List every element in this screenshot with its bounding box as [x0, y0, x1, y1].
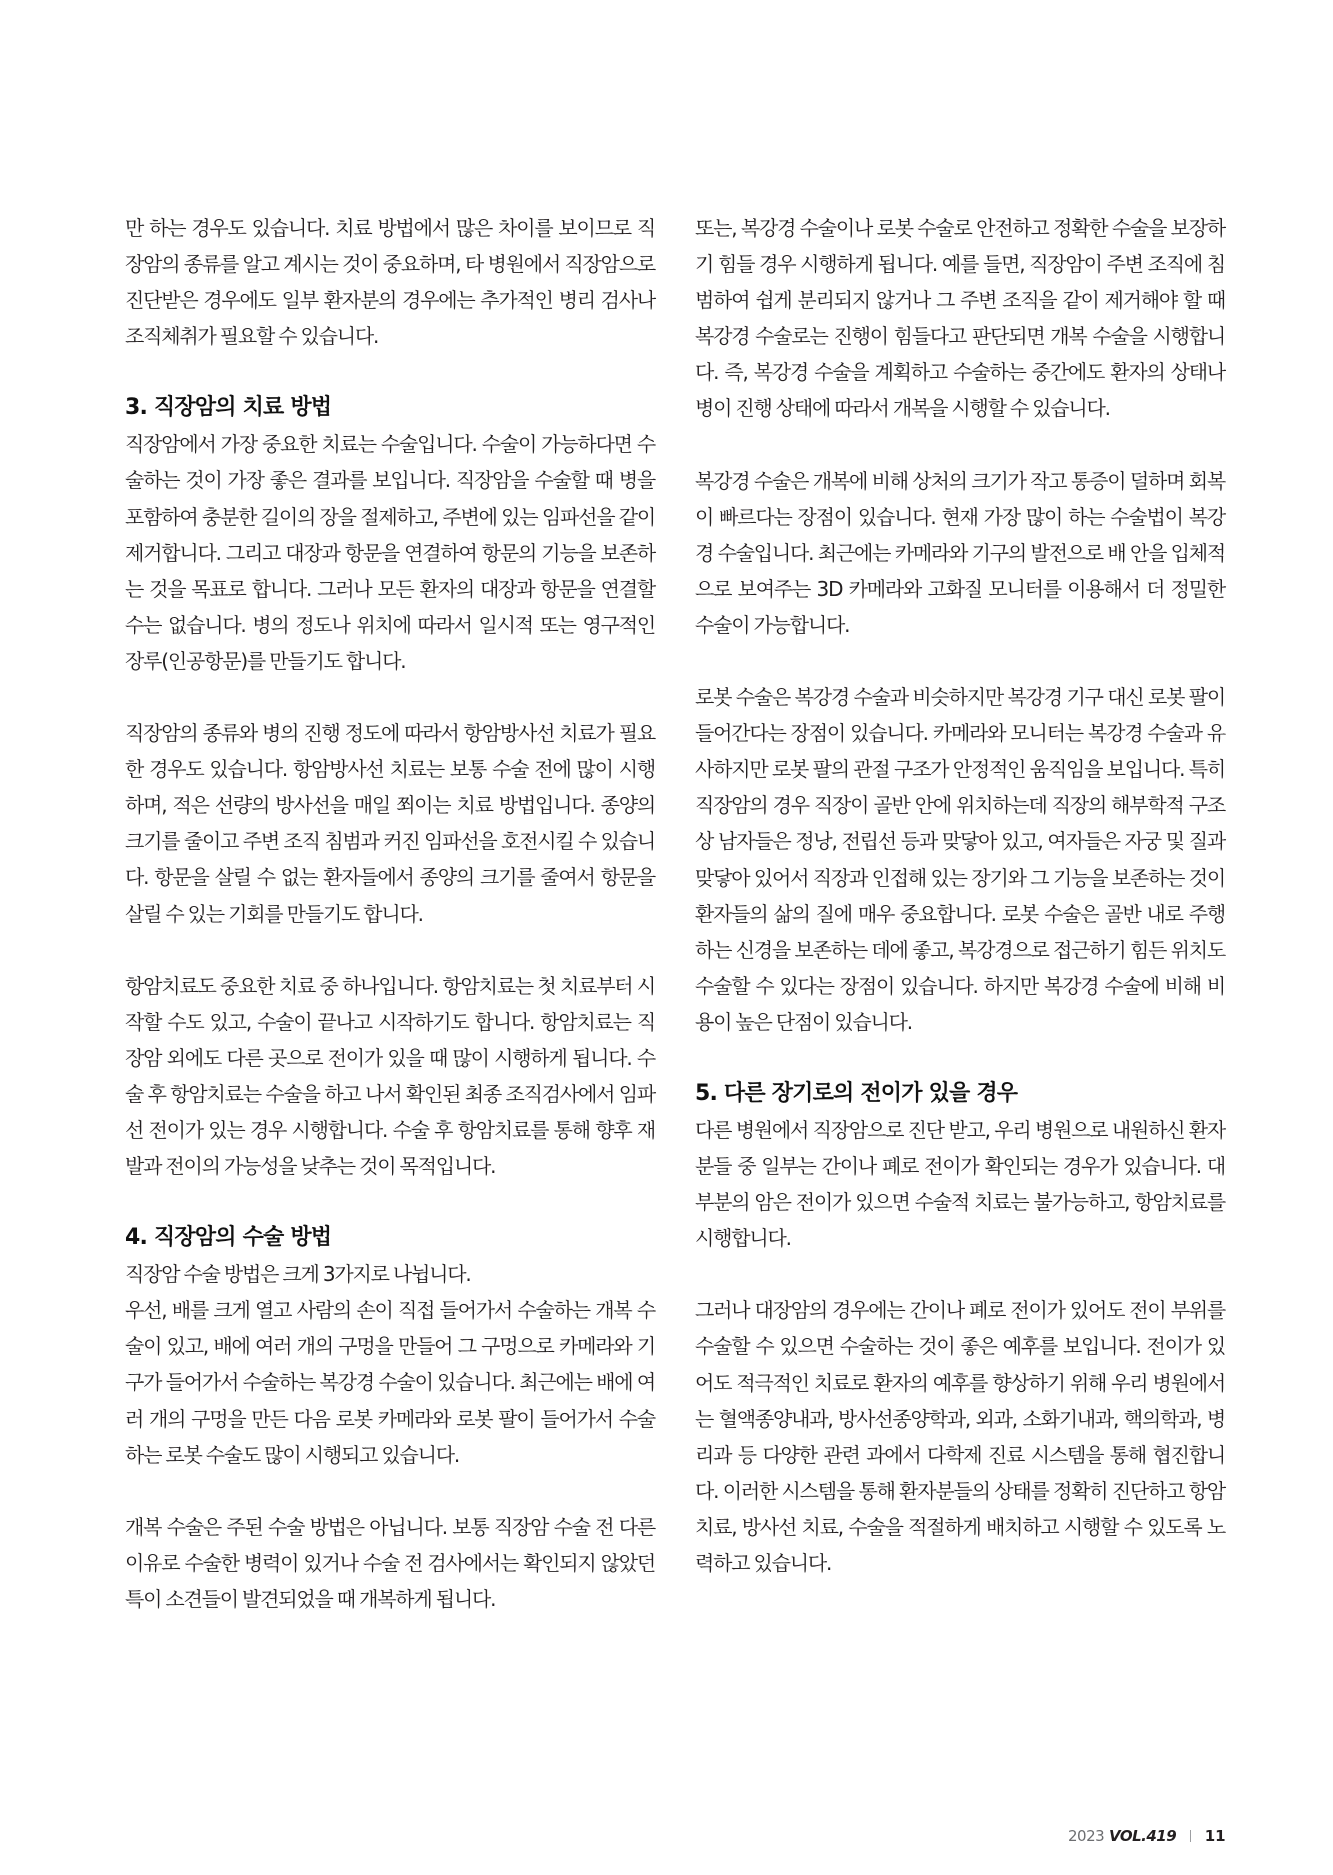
spacer — [695, 1256, 1225, 1292]
spacer — [695, 427, 1225, 463]
paragraph: 개복 수술은 주된 수술 방법은 아닙니다. 보통 직장암 수술 전 다른 이유로 수술한 병력이 있거나 수술 전 검사에서는 확인되지 않았던 특이 소견들이 발견되었을 때 개복하게 됩니다. — [125, 1514, 655, 1611]
spacer — [125, 1184, 655, 1220]
paragraph: 만 하는 경우도 있습니다. 치료 방법에서 많은 차이를 보이므로 직장암의 종류를 알고 계시는 것이 중요하며, 타 병원에서 직장암으로 진단받은 경우에도 일부 환자분의 경우에는 추가적인 병리 검사나 조직체취가 필요할 수 있습니다. — [125, 216, 655, 349]
footer-year: 2023 — [1068, 1827, 1105, 1845]
spacer — [695, 643, 1225, 679]
spacer — [125, 354, 655, 390]
page-number: 11 — [1204, 1827, 1226, 1845]
paragraph: 직장암의 종류와 병의 진행 정도에 따라서 항암방사선 치료가 필요한 경우도 있습니다. 항암방사선 치료는 보통 수술 전에 많이 시행하며, 적은 선량의 방사선을 매일 쬐이는 치료 방법입니다. 종양의 크기를 줄이고 주변 조직 침범과 커진 임파선을 호전시킬 수 있습니다. 항문을 살릴 수 없는 환자들에서 종양의 크기를 줄여서 항문을 살릴 수 있는 기회를 만들기도 합니다. — [125, 721, 655, 926]
section-heading-4: 4. 직장암의 수술 방법 — [125, 1225, 332, 1251]
page-footer — [1068, 1827, 1288, 1855]
paragraph: 우선, 배를 크게 열고 사람의 손이 직접 들어가서 수술하는 개복 수술이 있고, 배에 여러 개의 구멍을 만들어 그 구멍으로 카메라와 기구가 들어가서 수술하는 복강경 수술이 있습니다. 최근에는 배에 여러 개의 구멍을 만든 다음 로봇 카메라와 로봇 팔이 들어가서 수술하는 로봇 수술도 많이 시행되고 있습니다. — [125, 1298, 655, 1467]
spacer — [125, 932, 655, 968]
paragraph: 그러나 대장암의 경우에는 간이나 폐로 전이가 있어도 전이 부위를 수술할 수 있으면 수술하는 것이 좋은 예후를 보입니다. 전이가 있어도 적극적인 치료로 환자의 예후를 향상하기 위해 우리 병원에서는 혈액종양내과, 방사선종양학과, 외과, 소화기내과, 핵의학과, 병리과 등 다양한 관련 과에서 다학제 진료 시스템을 통해 협진합니다. 이러한 시스템을 통해 환자분들의 상태를 정확히 진단하고 항암치료, 방사선 치료, 수술을 적절하게 배치하고 시행할 수 있도록 노력하고 있습니다. — [695, 1298, 1225, 1575]
footer-divider — [1190, 1830, 1191, 1842]
section-heading-3: 3. 직장암의 치료 방법 — [125, 395, 332, 421]
spacer — [125, 1473, 655, 1509]
paragraph: 직장암에서 가장 중요한 치료는 수술입니다. 수술이 가능하다면 수술하는 것이 가장 좋은 결과를 보입니다. 직장암을 수술할 때 병을 포함하여 충분한 길이의 장을 절제하고, 주변에 있는 임파선을 같이 제거합니다. 그리고 대장과 항문을 연결하여 항문의 기능을 보존하는 것을 목표로 합니다. 그러나 모든 환자의 대장과 항문을 연결할 수는 없습니다. 병의 정도나 위치에 따라서 일시적 또는 영구적인 장루(인공항문)를 만들기도 합니다. — [125, 432, 655, 673]
spacer — [125, 679, 655, 715]
paragraph: 직장암 수술 방법은 크게 3가지로 나뉩니다. — [125, 1262, 471, 1287]
left-column — [125, 210, 655, 1617]
section-heading-5: 5. 다른 장기로의 전이가 있을 경우 — [695, 1080, 1018, 1106]
paragraph: 또는, 복강경 수술이나 로봇 수술로 안전하고 정확한 수술을 보장하기 힘들 경우 시행하게 됩니다. 예를 들면, 직장암이 주변 조직에 침범하여 쉽게 분리되지 않거나 그 주변 조직을 같이 제거해야 할 때 복강경 수술로는 진행이 힘들다고 판단되면 개복 수술을 시행합니다. 즉, 복강경 수술을 계획하고 수술하는 중간에도 환자의 상태나 병이 진행 상태에 따라서 개복을 시행할 수 있습니다. — [695, 216, 1225, 421]
paragraph: 로봇 수술은 복강경 수술과 비슷하지만 복강경 기구 대신 로봇 팔이 들어간다는 장점이 있습니다. 카메라와 모니터는 복강경 수술과 유사하지만 로봇 팔의 관절 구조가 안정적인 움직임을 보입니다. 특히 직장암의 경우 직장이 골반 안에 위치하는데 직장의 해부학적 구조상 남자들은 정낭, 전립선 등과 맞닿아 있고, 여자들은 자궁 및 질과 맞닿아 있어서 직장과 인접해 있는 장기와 그 기능을 보존하는 것이 환자들의 삶의 질에 매우 중요합니다. 로봇 수술은 골반 내로 주행하는 신경을 보존하는 데에 좋고, 복강경으로 접근하기 힘든 위치도 수술할 수 있다는 장점이 있습니다. 하지만 복강경 수술에 비해 비용이 높은 단점이 있습니다. — [695, 685, 1225, 1034]
footer-volume: VOL.419 — [1108, 1827, 1177, 1845]
paragraph: 항암치료도 중요한 치료 중 하나입니다. 항암치료는 첫 치료부터 시작할 수도 있고, 수술이 끝나고 시작하기도 합니다. 항암치료는 직장암 외에도 다른 곳으로 전이가 있을 때 많이 시행하게 됩니다. 수술 후 항암치료는 수술을 하고 나서 확인된 최종 조직검사에서 임파선 전이가 있는 경우 시행합니다. 수술 후 항암치료를 통해 향후 재발과 전이의 가능성을 낮추는 것이 목적입니다. — [125, 973, 655, 1179]
paragraph: 다른 병원에서 직장암으로 진단 받고, 우리 병원으로 내원하신 환자분들 중 일부는 간이나 폐로 전이가 확인되는 경우가 있습니다. 대부분의 암은 전이가 있으면 수술적 치료는 불가능하고, 항암치료를 시행합니다. — [695, 1117, 1225, 1251]
spacer — [695, 1040, 1225, 1076]
paragraph: 복강경 수술은 개복에 비해 상처의 크기가 작고 통증이 덜하며 회복이 빠르다는 장점이 있습니다. 현재 가장 많이 하는 수술법이 복강경 수술입니다. 최근에는 카메라와 기구의 발전으로 배 안을 입체적으로 보여주는 3D 카메라와 고화질 모니터를 이용해서 더 정밀한 수술이 가능합니다. — [695, 468, 1225, 637]
right-column — [695, 210, 1225, 1581]
